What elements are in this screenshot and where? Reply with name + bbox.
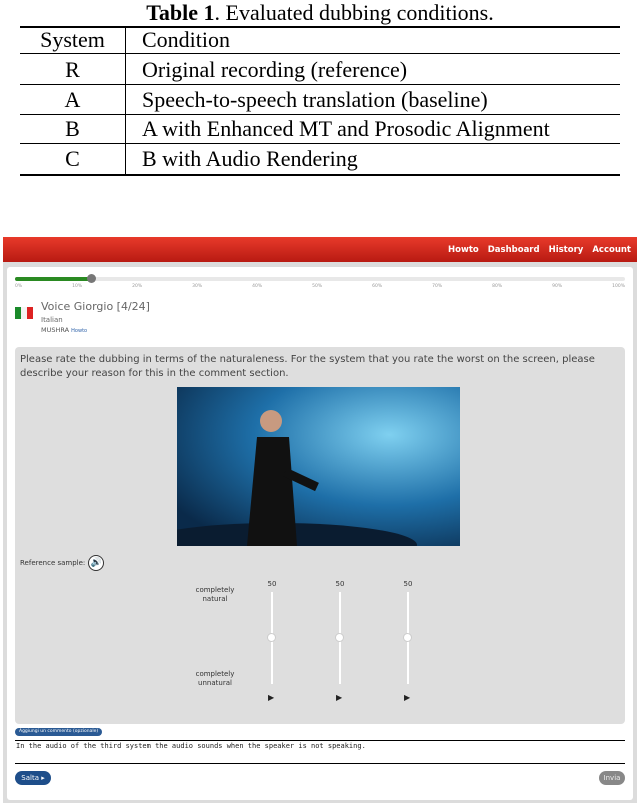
progress-bar <box>15 277 625 281</box>
slider-value: 50 <box>267 580 277 588</box>
play-icon[interactable]: ▶ <box>336 693 343 702</box>
method <box>41 326 87 334</box>
rule <box>20 143 620 144</box>
progress-ticks <box>15 284 625 289</box>
rating-slider[interactable] <box>262 580 282 710</box>
top-nav <box>3 237 637 262</box>
play-icon[interactable]: ▶ <box>268 693 275 702</box>
table-caption <box>0 0 640 26</box>
table-label: Table 1 <box>146 0 215 25</box>
progress-tick: 80% <box>492 284 503 289</box>
top-label: completely natural <box>195 586 235 603</box>
progress-tick: 10% <box>72 284 83 289</box>
progress-tick: 60% <box>372 284 383 289</box>
table-cell: Speech-to-speech translation (baseline) <box>142 87 488 112</box>
table-cell: A with Enhanced MT and Prosodic Alignment <box>142 116 550 141</box>
submit-button[interactable]: Invia <box>599 771 625 785</box>
slider-value: 50 <box>403 580 413 588</box>
add-comment-button[interactable]: Aggiungi un commento (opzionale) <box>15 728 102 736</box>
progress-tick: 90% <box>552 284 563 289</box>
bottom-label: completely unnatural <box>195 670 235 687</box>
column-divider <box>125 28 126 175</box>
nav-dashboard[interactable]: Dashboard <box>487 244 540 255</box>
comment-textarea[interactable]: In the audio of the third system the audio sounds when the speaker is not speaking. <box>15 740 625 764</box>
progress-fill <box>15 277 91 281</box>
howto-link[interactable]: Howto <box>71 328 88 334</box>
table-cell: Original recording (reference) <box>142 57 408 82</box>
table-cell: R <box>65 57 80 82</box>
nav-account[interactable]: Account <box>592 244 631 255</box>
table-cell: B <box>65 116 80 141</box>
header-condition: Condition <box>142 27 231 52</box>
reference-label: Reference sample: <box>20 559 86 567</box>
rule <box>20 84 620 85</box>
progress-tick: 30% <box>192 284 203 289</box>
table-cell: A <box>64 87 81 112</box>
speaker-figure <box>177 387 460 546</box>
progress-tick: 50% <box>312 284 323 289</box>
progress-knob <box>87 274 96 283</box>
table-cell: C <box>65 146 80 171</box>
rule <box>20 53 620 54</box>
method-label: MUSHRA <box>41 326 70 334</box>
slider-value: 50 <box>335 580 345 588</box>
progress-tick: 40% <box>252 284 263 289</box>
slider-handle[interactable] <box>403 633 412 642</box>
header-system: System <box>40 27 105 52</box>
rating-slider[interactable] <box>398 580 418 710</box>
ui-screenshot <box>3 237 637 803</box>
rule <box>20 174 620 176</box>
rating-box <box>15 347 625 724</box>
progress-tick: 70% <box>432 284 443 289</box>
language: Italian <box>41 316 63 324</box>
progress-tick: 0% <box>15 284 23 289</box>
table-cell: B with Audio Rendering <box>142 146 358 171</box>
nav-howto[interactable]: Howto <box>448 244 479 255</box>
reference-sample <box>20 555 104 571</box>
play-icon[interactable]: ▶ <box>404 693 411 702</box>
instruction: Please rate the dubbing in terms of the naturaleness. For the system that you rate the worst on the screen, please describe your reason for this in the comment section. <box>20 354 595 379</box>
progress-tick: 100% <box>612 284 625 289</box>
slider-handle[interactable] <box>335 633 344 642</box>
slider-handle[interactable] <box>267 633 276 642</box>
skip-button[interactable]: Salta ▸ <box>15 771 51 785</box>
rule <box>20 114 620 115</box>
nav-history[interactable]: History <box>548 244 584 255</box>
main-panel <box>7 267 633 800</box>
progress-tick: 20% <box>132 284 143 289</box>
speaker-icon[interactable]: 🔊 <box>88 555 104 571</box>
caption-text: . Evaluated dubbing conditions. <box>214 0 494 25</box>
voice-title: Voice Giorgio [4/24] <box>41 300 150 313</box>
italy-flag-icon <box>15 307 33 319</box>
rating-slider[interactable] <box>330 580 350 710</box>
video-player[interactable] <box>177 387 460 546</box>
